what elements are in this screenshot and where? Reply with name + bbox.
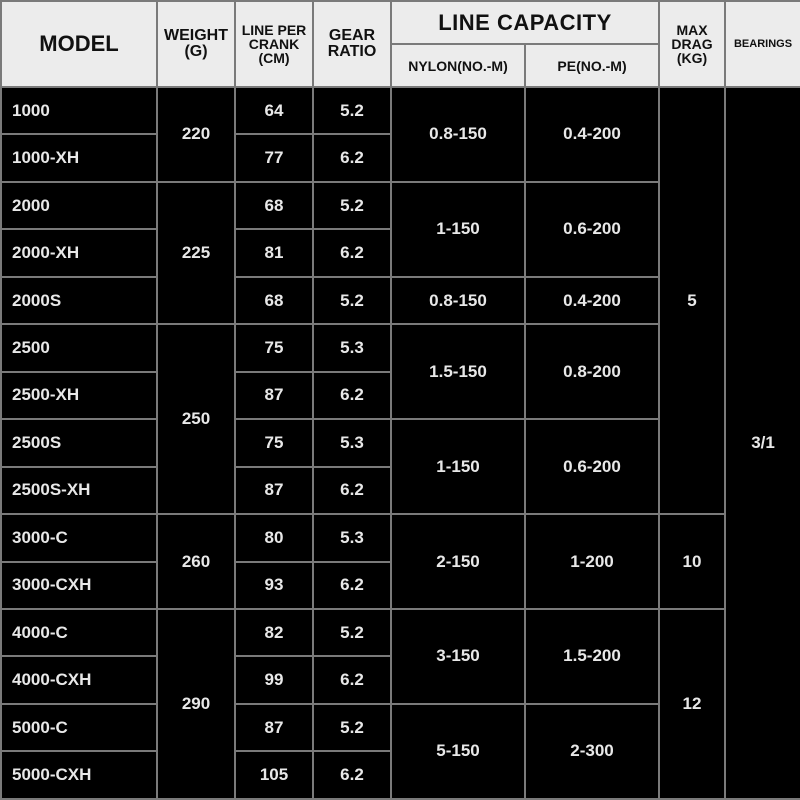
gear-ratio-cell: 5.3 [313, 419, 391, 466]
pe-capacity-cell: 0.6-200 [525, 182, 659, 277]
line-per-crank-cell: 87 [235, 467, 313, 514]
header-lpc-line1: LINE PER [241, 22, 307, 38]
line-per-crank-cell: 75 [235, 419, 313, 466]
header-drag-line2: DRAG [671, 36, 713, 52]
model-cell: 2500 [1, 324, 157, 371]
model-cell: 3000-C [1, 514, 157, 561]
header-model: MODEL [1, 1, 157, 87]
table-row [1, 87, 800, 134]
gear-ratio-cell: 6.2 [313, 134, 391, 181]
max-drag-cell: 12 [659, 609, 725, 799]
gear-ratio-cell: 5.3 [313, 514, 391, 561]
model-cell: 4000-C [1, 609, 157, 656]
header-lpc-line2: CRANK [248, 36, 300, 52]
weight-cell: 225 [157, 182, 235, 324]
table-row [1, 609, 800, 656]
max-drag-cell: 10 [659, 514, 725, 609]
gear-ratio-cell: 6.2 [313, 751, 391, 799]
gear-ratio-cell: 6.2 [313, 562, 391, 609]
line-per-crank-cell: 87 [235, 372, 313, 419]
model-cell: 1000-XH [1, 134, 157, 181]
nylon-capacity-cell: 1-150 [391, 419, 525, 514]
header-weight [157, 1, 235, 87]
header-line-per-crank [235, 1, 313, 87]
header-weight-line2: (G) [184, 43, 208, 60]
model-cell: 2500S [1, 419, 157, 466]
pe-capacity-cell: 0.6-200 [525, 419, 659, 514]
model-cell: 2000-XH [1, 229, 157, 276]
gear-ratio-cell: 6.2 [313, 467, 391, 514]
header-gear-line2: RATIO [327, 43, 377, 60]
line-per-crank-cell: 87 [235, 704, 313, 751]
header-bearings: BEARINGS [725, 1, 800, 87]
line-per-crank-cell: 68 [235, 182, 313, 229]
header-drag-line1: MAX [676, 22, 708, 38]
nylon-capacity-cell: 3-150 [391, 609, 525, 704]
header-weight-line1: WEIGHT [164, 27, 228, 44]
gear-ratio-cell: 5.2 [313, 182, 391, 229]
pe-capacity-cell: 1.5-200 [525, 609, 659, 704]
gear-ratio-cell: 6.2 [313, 656, 391, 703]
model-cell: 3000-CXH [1, 562, 157, 609]
pe-capacity-cell: 0.4-200 [525, 277, 659, 324]
header-nylon: NYLON(NO.-M) [391, 44, 525, 87]
pe-capacity-cell: 2-300 [525, 704, 659, 799]
line-per-crank-cell: 99 [235, 656, 313, 703]
header-max-drag [659, 1, 725, 87]
gear-ratio-cell: 5.2 [313, 277, 391, 324]
weight-cell: 250 [157, 324, 235, 514]
gear-ratio-cell: 5.2 [313, 609, 391, 656]
nylon-capacity-cell: 0.8-150 [391, 87, 525, 182]
header-drag-line3: (KG) [676, 50, 708, 66]
nylon-capacity-cell: 2-150 [391, 514, 525, 609]
gear-ratio-cell: 6.2 [313, 372, 391, 419]
pe-capacity-cell: 0.8-200 [525, 324, 659, 419]
gear-ratio-cell: 5.3 [313, 324, 391, 371]
line-per-crank-cell: 93 [235, 562, 313, 609]
header-gear-line1: GEAR [328, 27, 376, 44]
line-per-crank-cell: 81 [235, 229, 313, 276]
weight-cell: 290 [157, 609, 235, 799]
nylon-capacity-cell: 0.8-150 [391, 277, 525, 324]
model-cell: 2000 [1, 182, 157, 229]
line-per-crank-cell: 77 [235, 134, 313, 181]
model-cell: 2500S-XH [1, 467, 157, 514]
table-row [1, 514, 800, 561]
line-per-crank-cell: 75 [235, 324, 313, 371]
line-per-crank-cell: 68 [235, 277, 313, 324]
nylon-capacity-cell: 1-150 [391, 182, 525, 277]
nylon-capacity-cell: 5-150 [391, 704, 525, 799]
weight-cell: 260 [157, 514, 235, 609]
line-per-crank-cell: 82 [235, 609, 313, 656]
model-cell: 1000 [1, 87, 157, 134]
line-per-crank-cell: 80 [235, 514, 313, 561]
bearings-cell: 3/1 [725, 87, 800, 799]
header-gear-ratio [313, 1, 391, 87]
model-cell: 5000-C [1, 704, 157, 751]
line-per-crank-cell: 64 [235, 87, 313, 134]
weight-cell: 220 [157, 87, 235, 182]
gear-ratio-cell: 6.2 [313, 229, 391, 276]
gear-ratio-cell: 5.2 [313, 87, 391, 134]
header-lpc-line3: (CM) [258, 50, 290, 66]
model-cell: 2000S [1, 277, 157, 324]
header-pe: PE(NO.-M) [525, 44, 659, 87]
model-cell: 5000-CXH [1, 751, 157, 799]
model-cell: 4000-CXH [1, 656, 157, 703]
header-line-capacity: LINE CAPACITY [391, 1, 659, 44]
max-drag-cell: 5 [659, 87, 725, 514]
pe-capacity-cell: 1-200 [525, 514, 659, 609]
nylon-capacity-cell: 1.5-150 [391, 324, 525, 419]
line-per-crank-cell: 105 [235, 751, 313, 799]
model-cell: 2500-XH [1, 372, 157, 419]
gear-ratio-cell: 5.2 [313, 704, 391, 751]
pe-capacity-cell: 0.4-200 [525, 87, 659, 182]
